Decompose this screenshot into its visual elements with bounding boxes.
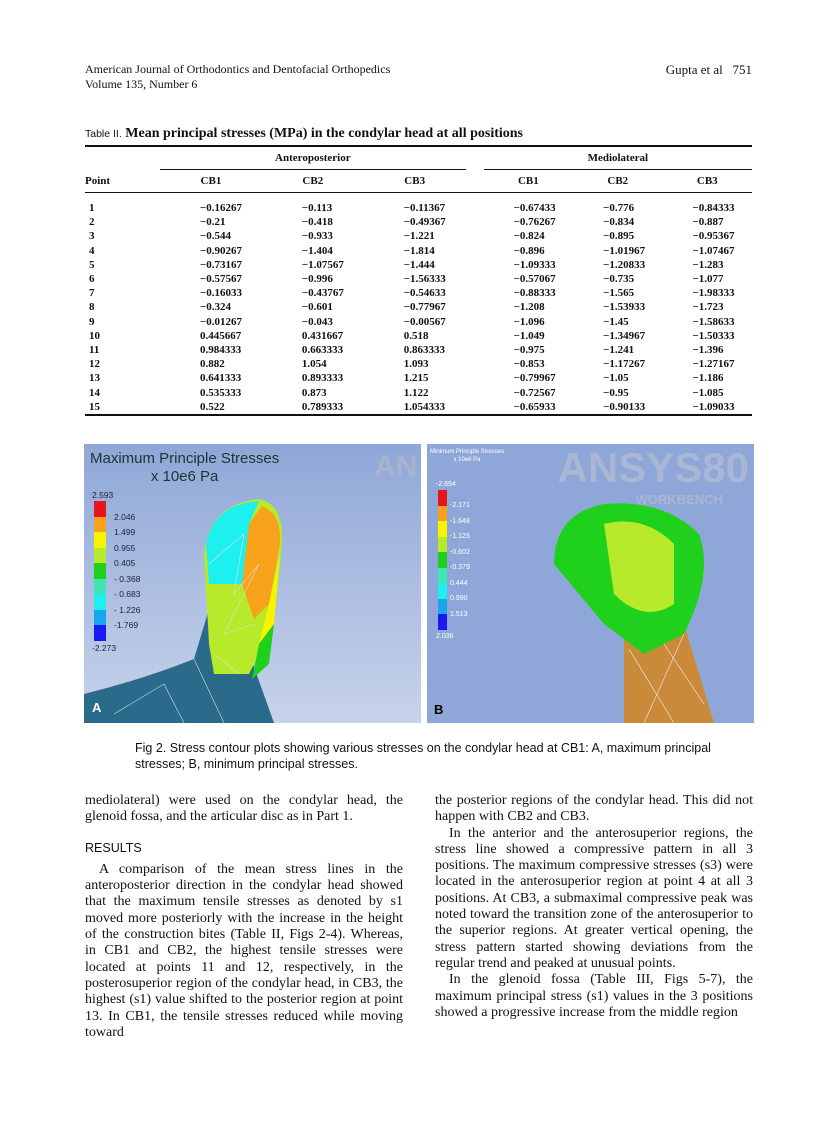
figure-2 [84,444,754,723]
spacer [466,329,484,343]
table-cell: 1.054 [301,358,327,371]
table-cell: 1 [89,202,95,214]
spacer [466,286,484,300]
paragraph: In the anterior and the anterosuperior regions, the stress line showed a compressive pattern in all 3 positions. The maximum compressive stresses (s3) were located in the anterosuperior region at point 4 at all 3 positions. At CB3, a submaximal compressive peak was noted toward the transition zone of the anterosuperior to the superior regions. At greater vertical opening, the stress pattern started showing deviations from the regular trend and peaked at unusual points. [435,825,753,971]
legend-swatch [94,501,106,517]
column-header: CB2 [262,170,364,193]
legend-swatch [94,610,106,626]
table-cell: 13 [89,372,100,385]
table-cell: −1.283 [692,258,724,271]
table-row [85,258,752,272]
table-cell: −0.887 [692,216,724,229]
column-header: CB1 [160,170,262,193]
table-cell: −0.834 [603,216,635,229]
table-cell: 0.431667 [301,329,344,342]
table-cell: −0.01267 [200,315,243,328]
table-cell: 11 [89,344,100,357]
table-row [85,272,752,286]
table-cell: −1.09333 [513,258,556,271]
group-anteroposterior: Anteroposterior [160,146,466,170]
table-cell: −0.95367 [692,230,735,243]
table-cell: −0.896 [513,244,545,257]
logo-text: ANSYS80 [557,444,749,491]
table-cell: −1.56333 [403,273,446,286]
table-cell: 0.873 [301,386,327,399]
table-cell: 6 [89,273,95,286]
legend-label: -1.769 [114,620,139,630]
running-header [85,62,390,92]
journal-volume: Volume 135, Number 6 [85,77,198,91]
table-cell: −1.20833 [603,258,646,271]
table-cell: 2 [89,216,95,229]
paragraph: A comparison of the mean stress lines in the anteroposterior direction in the condylar head showed that the maximum tensile stresses as denoted by s1 moved more posteriorly with the increase in the height of the construction bites (Table II, Figs 2-4). Whereas, in CB1 and CB2, the highest tensile stresses were located at points 11 and 12, respectively, in the posterosuperior region of the condylar head, in CB3, the highest (s1) value shifted to the posterior region at point 13. In CB1, the tensile stresses reduced while moving toward [85,861,403,1040]
column-header: CB1 [484,170,573,193]
table-cell: 0.535333 [200,386,242,399]
table-row [85,244,752,258]
table-cell: −1.45 [603,315,629,328]
column-header: Point [85,170,160,193]
legend-label: 2.046 [114,511,136,522]
legend-swatch [94,517,106,533]
table-cell: −0.76267 [513,216,556,229]
table-cell: 0.641333 [200,372,242,385]
table-row [85,286,752,300]
panel-a-units: x 10e6 Pa [150,468,219,485]
panel-a-label: A [92,700,102,715]
legend-label: 0.990 [450,595,468,602]
table-cell: 5 [89,258,95,271]
table-row [85,371,752,385]
table-cell: −1.221 [403,230,435,243]
table-cell: −0.11367 [403,202,446,214]
legend-label: - 0.683 [114,589,141,599]
table-cell: −1.814 [403,244,435,257]
body-column-left [85,793,403,1041]
page-number: 751 [732,62,752,77]
legend-label: 1.513 [450,610,468,618]
table-cell: −0.95 [603,386,629,399]
table-label: Table II. [85,128,122,140]
spacer [466,357,484,371]
panel-b-label: B [434,702,444,717]
legend-label: -0.602 [450,548,470,556]
table-cell: 0.882 [200,358,225,371]
spacer [466,386,484,400]
stress-table [85,145,752,416]
spacer [466,400,484,415]
authors: Gupta et al [665,62,723,77]
logo-subtext: WORKBENCH [635,492,723,507]
paragraph: mediolateral) were used on the condylar head, the glenoid fossa, and the articular disc as in Part 1. [85,793,403,825]
table-cell: 15 [85,400,160,415]
legend-label: 2.593 [92,490,114,500]
legend-label: -1.125 [450,533,470,540]
spacer [466,272,484,286]
table-cell: −1.53933 [603,301,646,314]
table-row [85,193,752,216]
table-cell: 12 [89,358,100,371]
table-caption [85,126,523,142]
table-cell: −1.049 [513,329,545,342]
table-cell: −0.975 [513,344,545,357]
table-cell: −0.601 [301,301,333,314]
table-cell: 0.522 [160,400,262,415]
body-column-right [435,793,753,1021]
legend-label: 0.955 [114,542,136,553]
table-cell: −1.444 [403,258,435,271]
table-cell: −1.404 [301,244,333,257]
table-cell: 1.093 [403,358,429,371]
legend-swatch [94,594,106,610]
table-cell: −1.01967 [603,244,646,257]
table-cell: −0.776 [603,202,635,214]
legend-swatch [438,599,447,615]
table-cell: −0.88333 [513,287,556,300]
table-cell: −1.241 [603,344,635,357]
table-cell: −0.853 [513,358,545,371]
table-cell: 0.663333 [301,344,344,357]
table-cell: 1.054333 [364,400,466,415]
table-cell: 0.518 [403,329,429,342]
legend-swatch [438,521,447,537]
table-cell: −1.565 [603,287,635,300]
table-cell: −1.186 [692,372,724,385]
spacer [466,215,484,229]
table-cell: −0.16033 [200,287,243,300]
table-cell: −0.113 [301,202,333,214]
table-row [85,215,752,229]
table-cell: −0.043 [301,315,333,328]
legend-label: -2.171 [450,502,470,509]
page-info [666,62,752,78]
spacer [466,371,484,385]
table-cell: −0.895 [603,230,635,243]
table-cell: −1.34967 [603,329,646,342]
table-cell: −1.077 [692,273,724,286]
table-cell: −1.27167 [692,358,735,371]
table-cell: −1.723 [692,301,724,314]
table-cell: −0.65933 [484,400,573,415]
table-row [85,229,752,243]
figure-caption: Fig 2. Stress contour plots showing various stresses on the condylar head at CB1: A, maximum principal stresses; B, minimum principal stresses. [135,741,711,771]
table-cell: −1.09033 [663,400,752,415]
legend-swatch [438,568,447,584]
group-mediolateral: Mediolateral [484,146,752,170]
table-cell: −1.396 [692,344,724,357]
journal-name: American Journal of Orthodontics and Dentofacial Orthopedics [85,62,391,76]
legend-label: 2.036 [436,632,454,640]
legend-swatch [438,506,447,522]
legend-label: -0.379 [450,564,470,571]
spacer [466,343,484,357]
legend-swatch [94,579,106,595]
table-cell: 0.984333 [200,344,242,357]
table-row [85,357,752,371]
legend-swatch [94,548,106,564]
table-cell: −0.418 [301,216,333,229]
table-cell: −0.16267 [200,202,243,214]
table-row [85,300,752,314]
table-cell: −0.544 [200,230,232,243]
table-cell: −1.17267 [603,358,646,371]
table-cell: 0.893333 [301,372,344,385]
table-row [85,315,752,329]
spacer [466,244,484,258]
table-cell: 1.122 [403,386,429,399]
legend-swatch [438,614,447,630]
table-cell: −0.996 [301,273,333,286]
spacer [466,315,484,329]
table-cell: 1.215 [403,372,429,385]
table-cell: −0.54633 [403,287,446,300]
panel-b-title: Minimum Principle Stresses [430,449,505,455]
table-cell: 14 [89,386,100,399]
legend-swatch [438,490,447,506]
table-cell: −1.07467 [692,244,735,257]
legend-label: -1.648 [450,517,470,525]
table-cell: −0.933 [301,230,333,243]
spacer [466,258,484,272]
spacer [466,170,484,193]
table-cell: −0.73167 [200,258,243,271]
table-row [85,329,752,343]
table-cell: −0.67433 [513,202,556,214]
spacer [466,193,484,216]
paragraph: the posterior regions of the condylar head. This did not happen with CB2 and CB3. [435,793,753,825]
table-cell: 0.789333 [262,400,364,415]
table-cell: −0.43767 [301,287,344,300]
legend-swatch [94,532,106,548]
legend-label: - 0.368 [114,573,141,584]
table-cell: −0.57067 [513,273,556,286]
legend-label: -2.273 [92,642,117,653]
legend-swatch [94,563,106,579]
table-cell: 4 [89,244,95,257]
ansys-logo-a: AN [374,450,418,483]
table-title: Mean principal stresses (MPa) in the condylar head at all positions [125,126,523,141]
table-cell: 0.445667 [200,329,242,342]
table-cell: −0.79967 [513,372,556,385]
ansys-logo-b [544,446,749,507]
table-cell: 0.863333 [403,344,445,357]
table-cell: −0.324 [200,301,232,314]
table-cell: 3 [89,230,95,243]
panel-a-title: Maximum Principle Stresses [90,450,280,467]
table-cell: −1.208 [513,301,545,314]
table-row [85,343,752,357]
table-cell: −0.00567 [403,315,446,328]
table-cell: 7 [89,287,95,300]
table-cell: −0.21 [200,216,226,229]
panel-b-units: x 10e6 Pa [453,457,481,463]
column-header: CB3 [663,170,752,193]
section-heading: RESULTS [85,840,142,855]
table-cell: 10 [89,329,100,342]
table-cell: −0.84333 [692,202,735,214]
table-cell: −1.58633 [692,315,735,328]
table-cell: −1.096 [513,315,545,328]
table-cell: −1.07567 [301,258,344,271]
table-cell: −0.49367 [403,216,446,229]
table-cell: 9 [89,315,95,328]
legend-label: 0.444 [450,579,468,587]
legend-swatch [94,625,106,641]
table-cell: −1.05 [603,372,629,385]
legend-label: - 1.226 [114,604,141,615]
table-cell: −0.72567 [513,386,556,399]
table-row [85,386,752,400]
table-cell: −0.90133 [573,400,662,415]
legend-label: -2.694 [436,481,456,488]
paragraph: In the glenoid fossa (Table III, Figs 5-7), the maximum principal stress (s1) values in the 3 positions showed a progressive increase from the middle region [435,972,753,1020]
column-header: CB3 [364,170,466,193]
table-cell: −1.085 [692,386,724,399]
legend-swatch [438,537,447,553]
legend-swatch [438,583,447,599]
table-cell: −0.77967 [403,301,446,314]
legend-swatch [438,552,447,568]
spacer [466,229,484,243]
column-header: CB2 [573,170,662,193]
table-cell: −0.735 [603,273,635,286]
table-cell: −0.57567 [200,273,243,286]
spacer [466,300,484,314]
table-row [85,400,752,415]
table-cell: −0.824 [513,230,545,243]
table-cell: −0.90267 [200,244,243,257]
table-cell: −1.98333 [692,287,735,300]
legend-label: 1.499 [114,527,136,537]
table-cell: −1.50333 [692,329,735,342]
legend-label: 0.405 [114,558,136,568]
table-cell: 8 [89,301,95,314]
